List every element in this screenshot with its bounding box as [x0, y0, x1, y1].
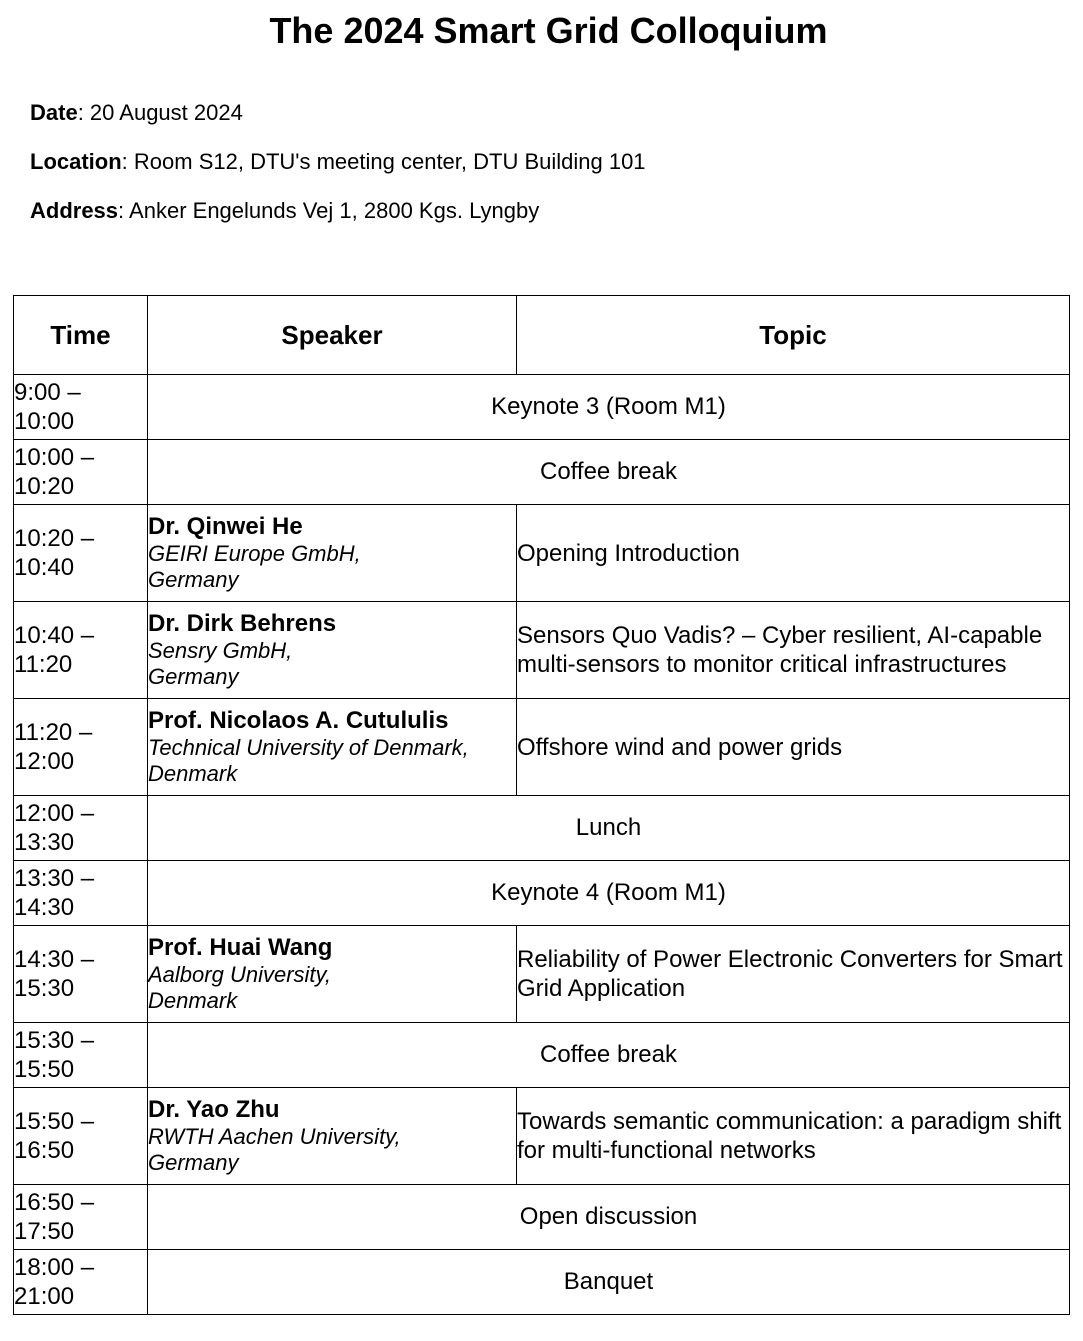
topic-cell: Towards semantic communication: a paradigm shift for multi-functional networks	[517, 1088, 1070, 1185]
time-end: 12:00	[14, 748, 75, 775]
time-start: 13:30 –	[14, 865, 95, 892]
table-header-row	[14, 296, 1070, 375]
speaker-cell	[148, 602, 517, 699]
time-end: 15:50	[14, 1056, 75, 1083]
time-end: 11:20	[14, 651, 73, 678]
speaker-affiliation: Technical University of Denmark,	[148, 735, 469, 760]
time-cell	[14, 796, 148, 861]
time-end: 10:40	[14, 554, 75, 581]
time-start: 12:00 –	[14, 800, 95, 827]
date-value: : 20 August 2024	[77, 100, 243, 125]
time-cell	[14, 699, 148, 796]
time-start: 15:50 –	[14, 1108, 95, 1135]
event-cell: Keynote 4 (Room M1)	[148, 861, 1070, 926]
location-value: : Room S12, DTU's meeting center, DTU Building 101	[121, 149, 646, 174]
time-cell	[14, 375, 148, 440]
time-start: 10:20 –	[14, 525, 95, 552]
table-row	[14, 796, 1070, 861]
time-start: 18:00 –	[14, 1254, 95, 1281]
time-start: 10:00 –	[14, 444, 95, 471]
topic-cell: Reliability of Power Electronic Converters for Smart Grid Application	[517, 926, 1070, 1023]
speaker-name: Dr. Yao Zhu	[148, 1096, 280, 1123]
speaker-name: Dr. Qinwei He	[148, 513, 303, 540]
date-label: Date	[30, 100, 78, 125]
table-row	[14, 1250, 1070, 1315]
table-row	[14, 861, 1070, 926]
speaker-name: Prof. Huai Wang	[148, 934, 333, 961]
header-topic: Topic	[517, 296, 1070, 375]
time-end: 10:20	[14, 473, 75, 500]
speaker-name: Dr. Dirk Behrens	[148, 610, 337, 637]
speaker-cell	[148, 505, 517, 602]
speaker-name: Prof. Nicolaos A. Cutululis	[148, 707, 449, 734]
speaker-country: Germany	[148, 664, 239, 689]
address-line	[30, 198, 539, 224]
header-speaker: Speaker	[148, 296, 517, 375]
topic-cell: Offshore wind and power grids	[517, 699, 1070, 796]
table-row	[14, 505, 1070, 602]
time-cell	[14, 1185, 148, 1250]
speaker-country: Germany	[148, 1150, 239, 1175]
time-end: 16:50	[14, 1137, 75, 1164]
speaker-affiliation: Aalborg University,	[148, 962, 331, 987]
schedule-table	[13, 295, 1070, 1315]
table-row	[14, 440, 1070, 505]
time-cell	[14, 1250, 148, 1315]
table-row	[14, 1088, 1070, 1185]
event-cell: Coffee break	[148, 440, 1070, 505]
time-end: 13:30	[14, 829, 75, 856]
time-end: 14:30	[14, 894, 75, 921]
time-start: 16:50 –	[14, 1189, 95, 1216]
speaker-country: Germany	[148, 567, 239, 592]
time-end: 15:30	[14, 975, 75, 1002]
topic-cell: Opening Introduction	[517, 505, 1070, 602]
table-row	[14, 926, 1070, 1023]
speaker-affiliation: Sensry GmbH,	[148, 638, 293, 663]
table-row	[14, 699, 1070, 796]
time-start: 15:30 –	[14, 1027, 95, 1054]
event-cell: Lunch	[148, 796, 1070, 861]
speaker-affiliation: RWTH Aachen University,	[148, 1124, 401, 1149]
date-line	[30, 100, 243, 126]
event-cell: Banquet	[148, 1250, 1070, 1315]
time-cell	[14, 1088, 148, 1185]
time-start: 10:40 –	[14, 622, 95, 649]
event-cell: Keynote 3 (Room M1)	[148, 375, 1070, 440]
speaker-cell	[148, 926, 517, 1023]
address-value: : Anker Engelunds Vej 1, 2800 Kgs. Lyngby	[118, 198, 540, 223]
time-end: 21:00	[14, 1283, 75, 1310]
table-row	[14, 1023, 1070, 1088]
header-time: Time	[14, 296, 148, 375]
time-end: 10:00	[14, 408, 75, 435]
time-cell	[14, 861, 148, 926]
time-start: 9:00 –	[14, 379, 81, 406]
table-row	[14, 602, 1070, 699]
table-row	[14, 375, 1070, 440]
speaker-cell	[148, 699, 517, 796]
time-start: 11:20 –	[14, 719, 93, 746]
topic-cell: Sensors Quo Vadis? – Cyber resilient, AI-capable multi-sensors to monitor critical infrastructures	[517, 602, 1070, 699]
event-cell: Open discussion	[148, 1185, 1070, 1250]
time-cell	[14, 1023, 148, 1088]
location-line	[30, 149, 646, 175]
time-end: 17:50	[14, 1218, 75, 1245]
event-cell: Coffee break	[148, 1023, 1070, 1088]
location-label: Location	[30, 149, 122, 174]
time-cell	[14, 926, 148, 1023]
speaker-country: Denmark	[148, 761, 238, 786]
address-label: Address	[30, 198, 119, 223]
page-title: The 2024 Smart Grid Colloquium	[269, 10, 828, 51]
speaker-cell	[148, 1088, 517, 1185]
time-cell	[14, 602, 148, 699]
speaker-country: Denmark	[148, 988, 238, 1013]
table-row	[14, 1185, 1070, 1250]
speaker-affiliation: GEIRI Europe GmbH,	[148, 541, 361, 566]
time-cell	[14, 440, 148, 505]
time-start: 14:30 –	[14, 946, 95, 973]
time-cell	[14, 505, 148, 602]
